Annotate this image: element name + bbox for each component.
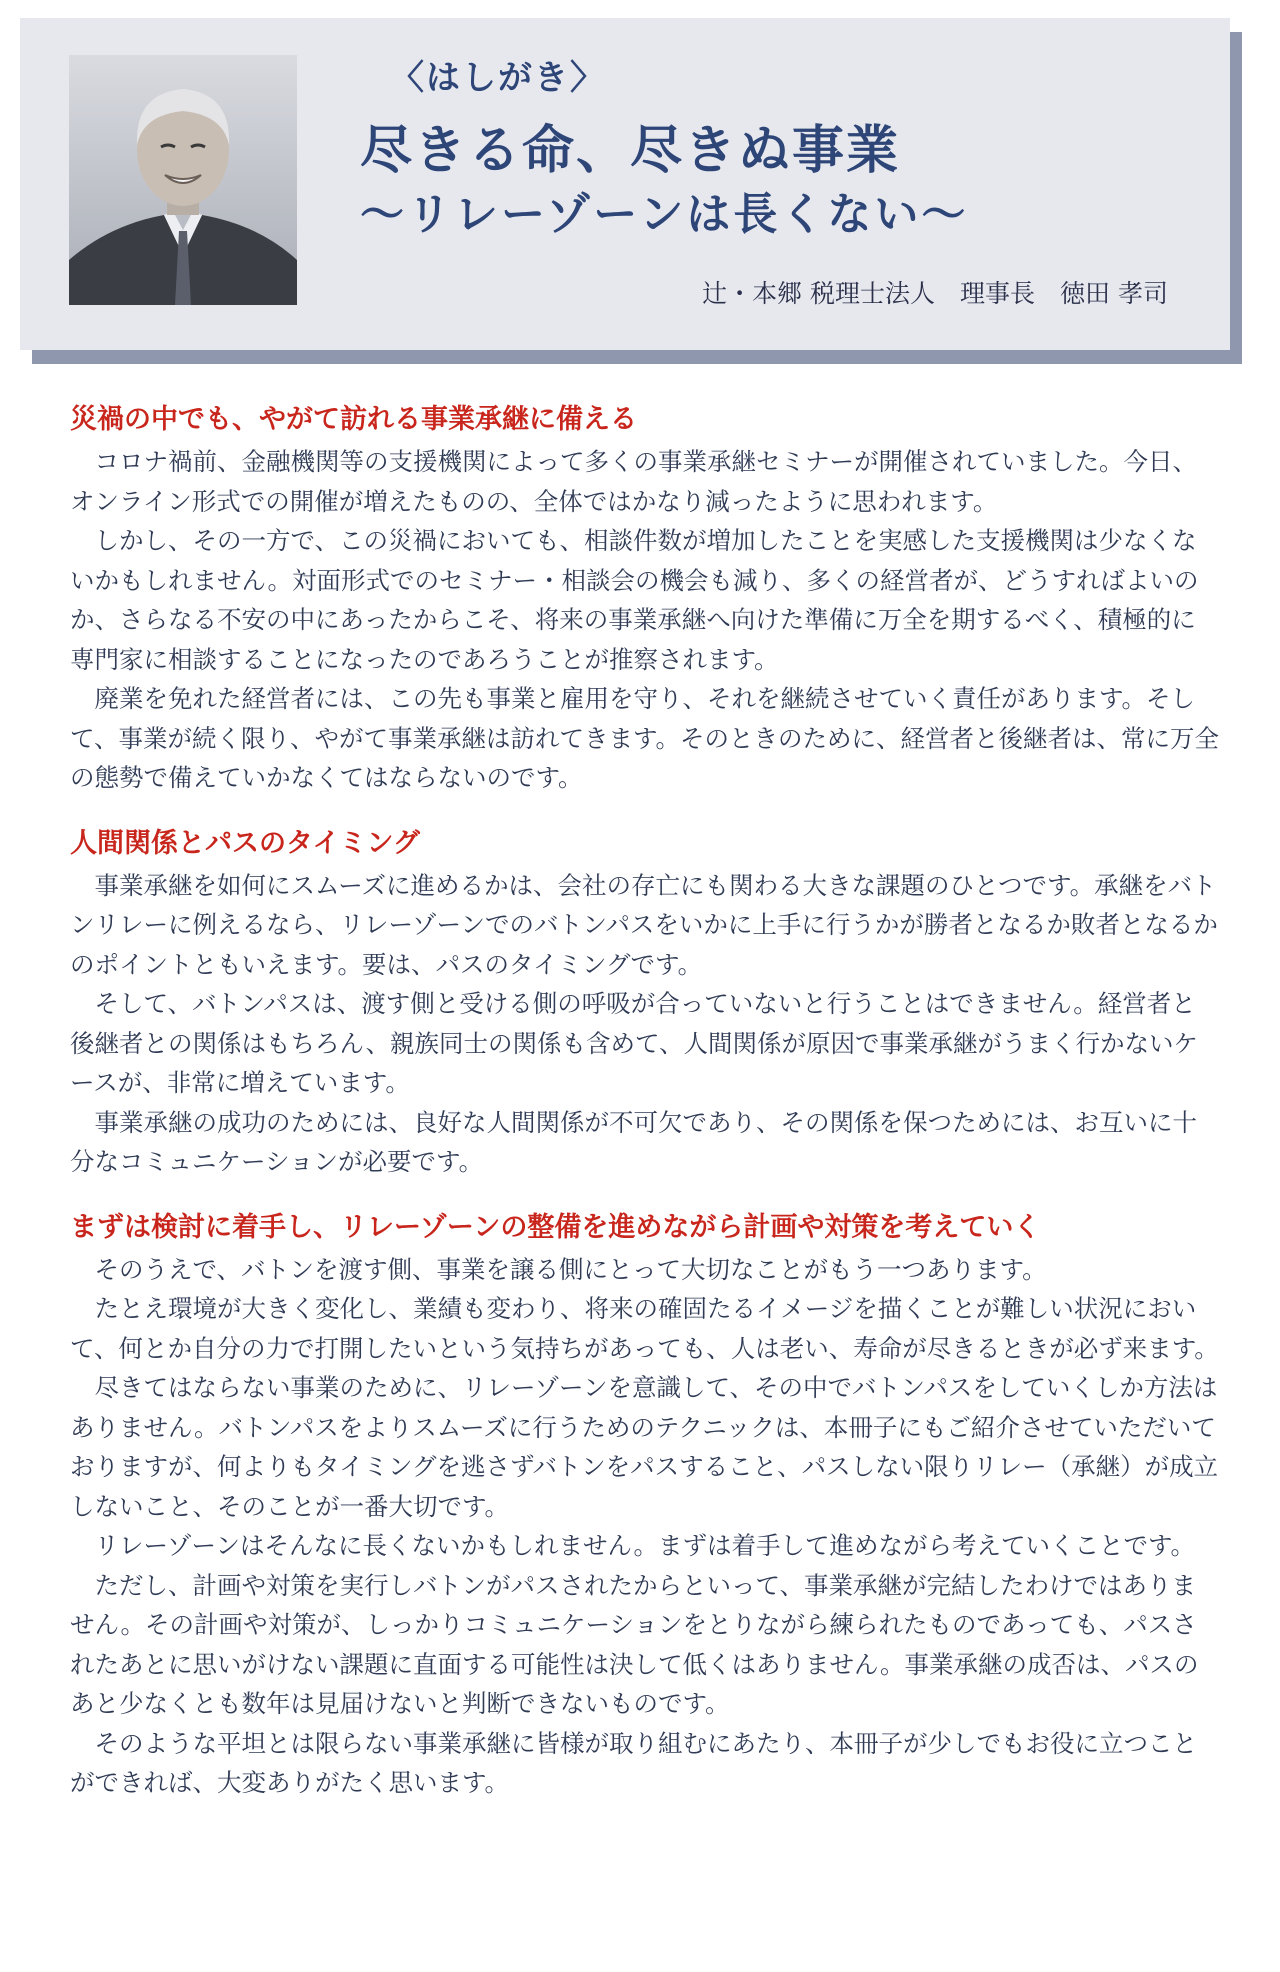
portrait-image xyxy=(69,55,297,305)
section-heading: 災禍の中でも、やがて訪れる事業承継に備える xyxy=(70,404,637,435)
paragraph: コロナ禍前、金融機関等の支援機関によって多くの事業承継セミナーが開催されていました。今日、オンライン形式での開催が増えたものの、全体ではかなり減ったように思われます。 xyxy=(70,447,1197,516)
paragraph: そして、バトンパスは、渡す側と受ける側の呼吸が合っていないと行うことはできません。経営者と後継者との関係はもちろん、親族同士の関係も含めて、人間関係が原因で事業承継がうまく行かないケースが、非常に増えています。 xyxy=(70,989,1198,1097)
preface-kicker: 〈はしがき〉 xyxy=(390,58,606,98)
paragraph: そのうえで、バトンを渡す側、事業を譲る側にとって大切なことがもう一つあります。 xyxy=(94,1254,1047,1284)
author-portrait xyxy=(69,55,297,305)
section-1 xyxy=(70,400,1220,798)
paragraph: しかし、その一方で、この災禍においても、相談件数が増加したことを実感した支援機関は少なくないかもしれません。対面形式でのセミナー・相談会の機会も減り、多くの経営者が、どうすればよいのか、さらなる不安の中にあったからこそ、将来の事業承継へ向けた準備に万全を期するべく、積極的に専門家に相談することになったのであろうことが推察されます。 xyxy=(70,526,1199,674)
page-title: 尽きる命、尽きぬ事業 xyxy=(360,120,901,181)
paragraph: 事業承継の成功のためには、良好な人間関係が不可欠であり、その関係を保つためには、お互いに十分なコミュニケーションが必要です。 xyxy=(70,1107,1197,1176)
paragraph: たとえ環境が大きく変化し、業績も変わり、将来の確固たるイメージを描くことが難しい状況において、何とか自分の力で打開したいという気持ちがあっても、人は老い、寿命が尽きるときが必ず来ます。 xyxy=(70,1294,1219,1363)
section-2 xyxy=(70,824,1220,1182)
article-body xyxy=(70,400,1220,1829)
paragraph: リレーゾーンはそんなに長くないかもしれません。まずは着手して進めながら考えていくことです。 xyxy=(94,1531,1196,1560)
paragraph: ただし、計画や対策を実行しバトンがパスされたからといって、事業承継が完結したわけではありません。その計画や対策が、しっかりコミュニケーションをとりながら練られたものであっても、パスされたあとに思いがけない課題に直面する可能性は決して低くはありません。事業承継の成否は、パスのあと少なくとも数年は見届けないと判断できないものです。 xyxy=(70,1570,1199,1718)
paragraph: 廃業を免れた経営者には、この先も事業と雇用を守り、それを継続させていく責任があります。そして、事業が続く限り、やがて事業承継は訪れてきます。そのときのために、経営者と後継者は、常に万全の態勢で備えていかなくてはならないのです。 xyxy=(70,684,1220,792)
section-heading: 人間関係とパスのタイミング xyxy=(70,827,420,859)
paragraph: そのような平坦とは限らない事業承継に皆様が取り組むにあたり、本冊子が少しでもお役に立つことができれば、大変ありがたく思います。 xyxy=(70,1728,1197,1797)
paragraph: 事業承継を如何にスムーズに進めるかは、会社の存亡にも関わる大きな課題のひとつです。承継をバトンリレーに例えるなら、リレーゾーンでのバトンパスをいかに上手に行うかが勝者となるか敗者となるかのポイントともいえます。要は、パスのタイミングです。 xyxy=(70,870,1218,979)
author-byline: 辻・本郷 税理士法人 理事長 徳田 孝司 xyxy=(702,279,1168,308)
header-card xyxy=(20,18,1230,350)
section-3 xyxy=(70,1208,1220,1803)
section-heading: まずは検討に着手し、リレーゾーンの整備を進めながら計画や対策を考えていく xyxy=(70,1211,1041,1243)
page-subtitle: ～リレーゾーンは長くない～ xyxy=(360,189,969,240)
paragraph: 尽きてはならない事業のために、リレーゾーンを意識して、その中でバトンパスをしていくしか方法はありません。バトンパスをよりスムーズに行うためのテクニックは、本冊子にもご紹介させていただいておりますが、何よりもタイミングを逃さずバトンをパスすること、パスしない限りリレー（承継）が成立しないこと、そのことが一番大切です。 xyxy=(70,1373,1219,1521)
